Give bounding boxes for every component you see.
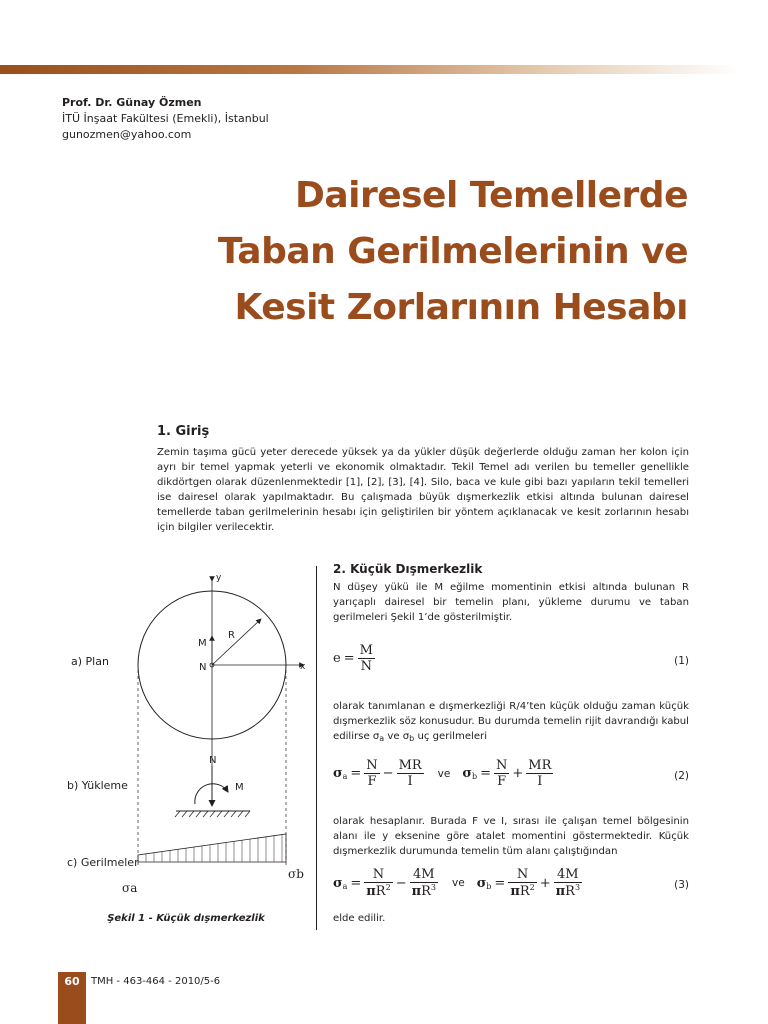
label-load: b) Yükleme <box>67 779 128 792</box>
sigma-a-label: σa <box>122 881 138 895</box>
equation-3-number: (3) <box>674 879 689 891</box>
paragraph-2-text: olarak tanımlanan e dışmerkezliği R/4’ten küçük olduğu zaman küçük dışmerkezlik söz konusudur. Bu durumda temelin rijit davrandığı kabul edilirse σ <box>333 701 689 742</box>
equation-1-body: e = $\frac{M}{N}$ <box>333 643 373 674</box>
equation-3-ve: ve <box>452 877 465 889</box>
page-number: 60 <box>64 975 80 988</box>
figure-1 <box>58 566 314 936</box>
section-2-paragraph-1: N düşey yükü ile M eğilme momentinin etkisi altında bulunan R yarıçaplı dairesel bir temelin planı, yükleme durumu ve taban gerilmeleri Şekil 1’de gösterilmiştir. <box>333 582 689 623</box>
equation-2-number: (2) <box>674 770 689 782</box>
equation-2-ve: ve <box>437 767 451 780</box>
equation-3-body: $\sigma_a$ = $\frac{N}{\pi R^2}$ − $\frac{4M}{\pi R^3}$ ve $\sigma_b$ = $\frac{N}{\pi R^2}$ + $\frac{4M}{\pi R^3}$ <box>333 867 581 899</box>
paragraph-2-end: uç gerilmeleri <box>414 731 488 742</box>
stress-hatching <box>146 835 282 862</box>
header-accent-bar <box>0 65 740 74</box>
figure-1-drawing <box>58 566 314 911</box>
article-title <box>68 168 688 336</box>
load-moment-label: M <box>235 782 244 793</box>
footer-journal: TMH - 463-464 - 2010/5-6 <box>91 976 221 987</box>
author-name: Prof. Dr. Günay Özmen <box>62 96 202 109</box>
author-affiliation: İTÜ İnşaat Fakültesi (Emekli), İstanbul <box>62 112 269 125</box>
radius-arrow <box>212 619 261 665</box>
author-block <box>62 95 269 143</box>
author-email[interactable]: gunozmen@yahoo.com <box>62 128 192 141</box>
radius-label: R <box>228 630 235 641</box>
title-line: Taban Gerilmelerinin ve <box>217 231 688 272</box>
label-stress: c) Gerilmeler <box>67 856 139 869</box>
axis-y-label: y <box>216 573 222 583</box>
section-2-heading: 2. Küçük Dışmerkezlik <box>333 562 483 576</box>
sigma-b-label: σb <box>288 867 304 881</box>
title-line: Dairesel Temellerde <box>294 175 688 216</box>
title-line: Kesit Zorlarının Hesabı <box>234 287 688 328</box>
plan-normal-label: N <box>199 662 207 673</box>
paragraph-2-sub-a: a <box>379 734 385 743</box>
equation-2-body: $\sigma_a$ = $\frac{N}{F}$ − $\frac{MR}{I}$ ve $\sigma_b$ = $\frac{N}{F}$ + $\frac{MR}{I}$ <box>333 758 552 789</box>
load-normal-label: N <box>209 755 217 766</box>
column-divider <box>316 566 317 930</box>
paragraph-2-sub-b: b <box>409 734 415 743</box>
moment-arrow <box>195 784 228 804</box>
equation-1 <box>333 643 689 683</box>
axis-x-label: x <box>300 662 306 672</box>
equation-2 <box>333 758 689 798</box>
ground-hatching <box>175 811 250 817</box>
section-2 <box>333 562 689 926</box>
equation-3 <box>333 867 689 907</box>
stress-trapezoid <box>138 834 286 862</box>
section-1-body: Zemin taşıma gücü yeter derecede yüksek ya da yükler düşük değerlerde olduğu zaman her kolon için ayrı bir temel yapmak yeterli ve ekonomik olmaktadır. Tekil Temel adı verilen bu temeller genellikle dikdörtgen olarak düzenlenmektedir [1], [2], [3], [4]. Silo, baca ve kule gibi bazı yapıların tekil temelleri ise dairesel olarak yapılmaktadır. Bu çalışmada büyük dışmerkezlik etkisi altında bulunan dairesel temellerde taban gerilmelerinin hesabı için geliştirilen bir yöntem açıklanacak ve kesit zorlarının hesabı için bilgiler verilecektir. <box>157 447 689 533</box>
plan-moment-label: M <box>198 638 207 649</box>
paragraph-2-ve: ve σ <box>384 731 410 742</box>
equation-1-number: (1) <box>674 655 689 667</box>
section-2-paragraph-3: olarak hesaplanır. Burada F ve I, sırası ile çalışan temel bölgesinin alanı ile y eksenine göre atalet momentini göstermektedir. Küçük dışmerkezlik durumunda temelin tüm alanı çalıştığından <box>333 816 689 857</box>
section-1-heading: 1. Giriş <box>157 424 210 439</box>
figure-caption: Şekil 1 - Küçük dışmerkezlik <box>107 913 265 924</box>
section-2-paragraph-2 <box>333 699 689 746</box>
label-plan: a) Plan <box>71 655 109 668</box>
section-2-paragraph-4: elde edilir. <box>333 913 386 924</box>
